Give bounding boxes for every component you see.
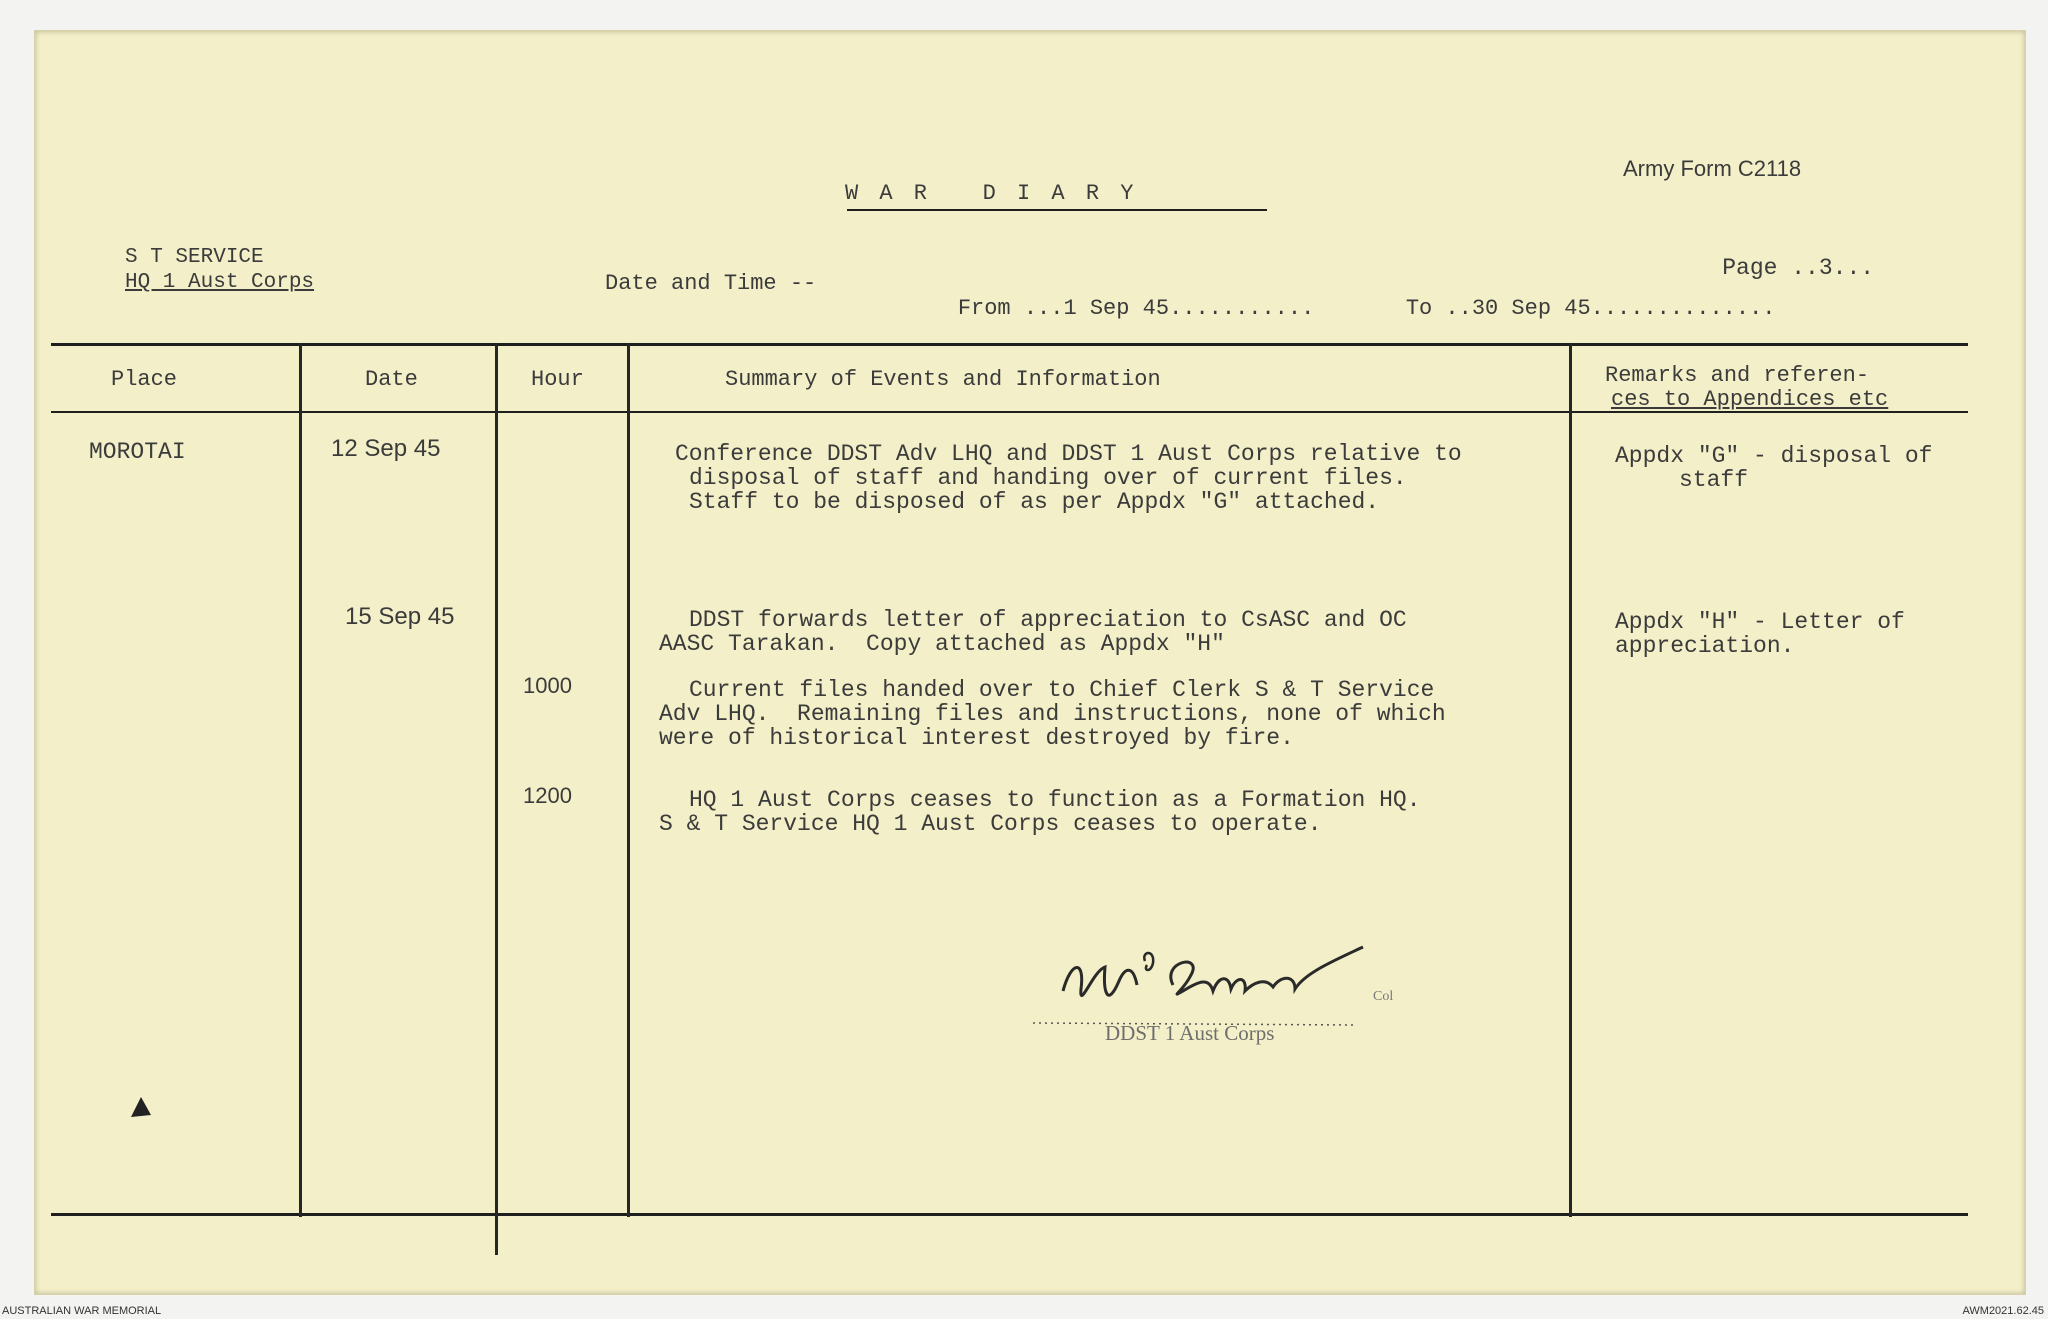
hour-cell-1: 1000 bbox=[523, 673, 572, 698]
to-label: To .. bbox=[1405, 296, 1472, 321]
stamp-rank: Col bbox=[1373, 989, 1394, 1004]
column-header-date: Date bbox=[365, 367, 418, 392]
hour-cell-2: 1200 bbox=[523, 783, 572, 808]
from-label: From ... bbox=[957, 296, 1064, 321]
date-to bbox=[1353, 271, 1776, 346]
column-header-place: Place bbox=[111, 367, 178, 392]
column-header-remarks-cont: ces to Appendices etc bbox=[1611, 387, 1889, 412]
column-divider-summary bbox=[1569, 343, 1572, 1217]
page-label: Page .. bbox=[1722, 255, 1819, 281]
war-diary-sheet bbox=[34, 30, 2026, 1295]
column-header-summary: Summary of Events and Information bbox=[725, 367, 1161, 392]
remarks-line: staff bbox=[1679, 467, 1749, 493]
remarks-line: Appdx "G" - disposal of bbox=[1615, 443, 1933, 469]
summary-line: S & T Service HQ 1 Aust Corps ceases to operate. bbox=[659, 811, 1322, 837]
to-dots: .............. bbox=[1590, 296, 1776, 321]
from-value: 1 Sep 45 bbox=[1063, 296, 1170, 321]
summary-line: Current files handed over to Chief Clerk S & T Service bbox=[689, 677, 1435, 703]
table-bottom-rule bbox=[51, 1213, 1968, 1216]
summary-line: Staff to be disposed of as per Appdx "G" attached. bbox=[689, 489, 1380, 515]
summary-line: DDST forwards letter of appreciation to CsASC and OC bbox=[689, 607, 1407, 633]
column-divider-date bbox=[495, 343, 498, 1255]
paper-mark bbox=[127, 1093, 157, 1123]
summary-line: Adv LHQ. Remaining files and instructions, none of which bbox=[659, 701, 1446, 727]
form-number: Army Form C2118 bbox=[1623, 156, 1802, 181]
footer-accession: AWM2021.62.45 bbox=[1962, 1305, 2044, 1317]
summary-line: HQ 1 Aust Corps ceases to function as a Formation HQ. bbox=[689, 787, 1421, 813]
title-underline bbox=[847, 209, 1267, 211]
column-header-hour: Hour bbox=[531, 367, 584, 392]
unit-formation: HQ 1 Aust Corps bbox=[125, 271, 315, 294]
summary-line: were of historical interest destroyed by fire. bbox=[659, 725, 1294, 751]
from-dots: ........... bbox=[1169, 296, 1315, 321]
date-from bbox=[905, 271, 1314, 346]
summary-line: AASC Tarakan. Copy attached as Appdx "H" bbox=[659, 631, 1225, 657]
table-top-rule bbox=[51, 343, 1968, 346]
document-title: W A R D I A R Y bbox=[845, 181, 1138, 206]
page-value: 3 bbox=[1818, 255, 1833, 281]
to-value: 30 Sep 45 bbox=[1471, 296, 1591, 321]
page-suffix: ... bbox=[1832, 255, 1875, 281]
column-divider-place bbox=[299, 343, 302, 1217]
date-cell-2: 15 Sep 45 bbox=[345, 603, 455, 630]
remarks-line: Appdx "H" - Letter of bbox=[1615, 609, 1905, 635]
summary-line: Conference DDST Adv LHQ and DDST 1 Aust Corps relative to bbox=[675, 441, 1462, 467]
place-cell: MOROTAI bbox=[89, 439, 186, 465]
column-header-remarks: Remarks and referen- bbox=[1605, 363, 1870, 388]
remarks-line: appreciation. bbox=[1615, 633, 1795, 659]
summary-line: disposal of staff and handing over of current files. bbox=[689, 465, 1407, 491]
date-time-label: Date and Time -- bbox=[605, 271, 817, 296]
unit-name: S T SERVICE bbox=[125, 246, 264, 269]
date-cell-1: 12 Sep 45 bbox=[331, 435, 441, 462]
footer-credit: AUSTRALIAN WAR MEMORIAL bbox=[2, 1305, 162, 1317]
column-divider-hour bbox=[627, 343, 630, 1217]
signature-stamp: DDST 1 Aust Corps bbox=[1105, 1021, 1275, 1045]
